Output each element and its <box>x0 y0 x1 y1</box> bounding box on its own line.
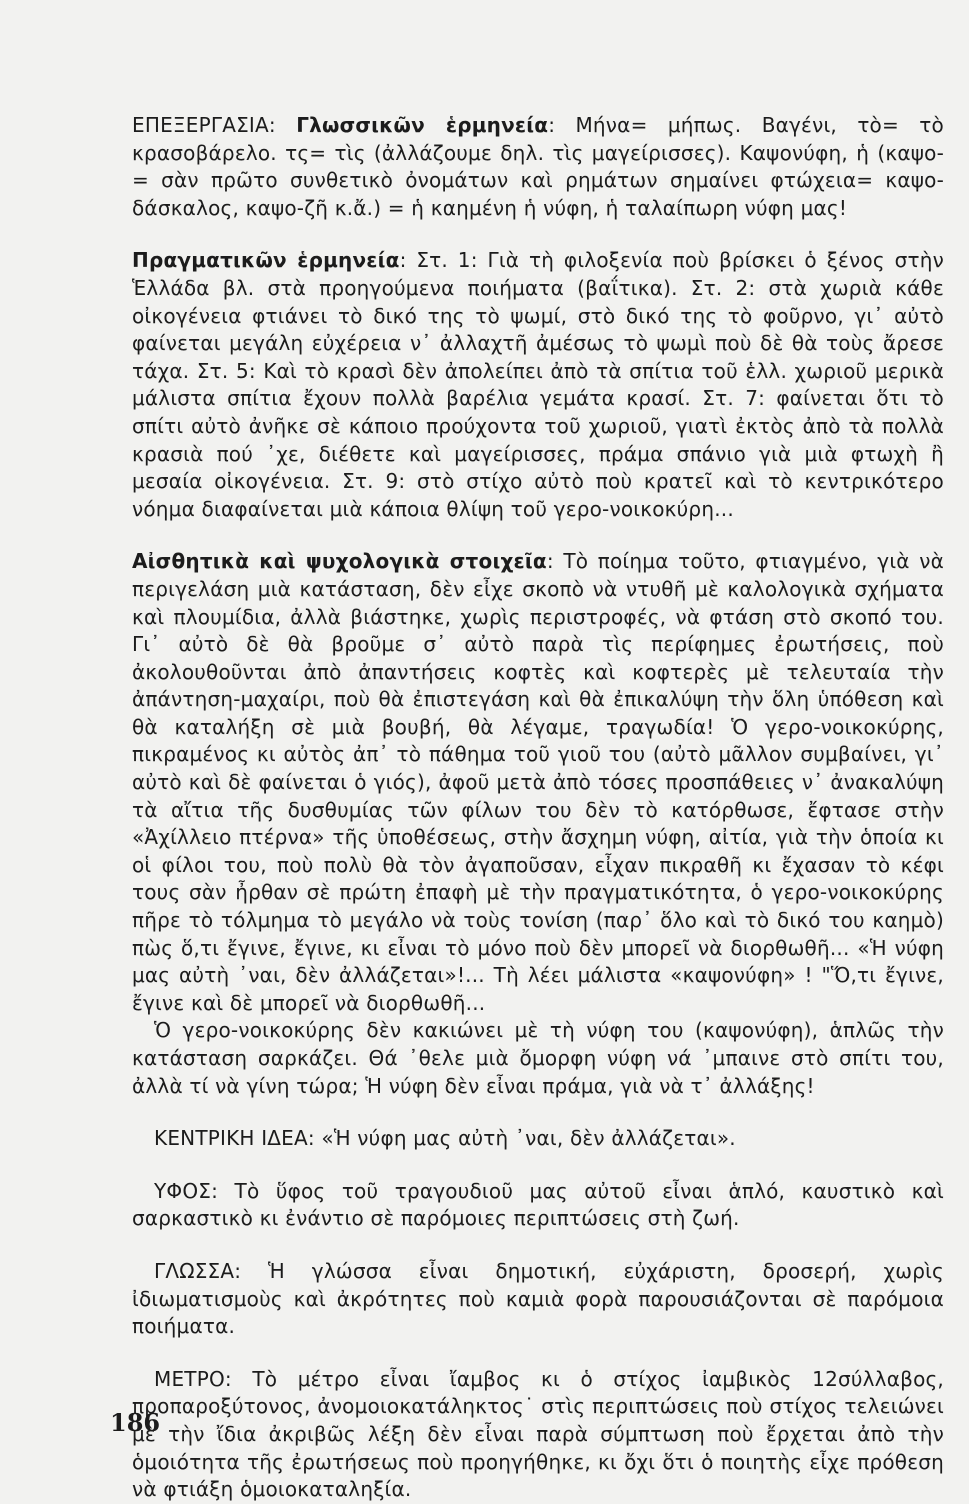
paragraph-kentriki <box>132 1125 944 1153</box>
heading-metro: ΜΕΤΡΟ <box>154 1366 225 1391</box>
paragraph-yfos <box>132 1178 944 1233</box>
text-epexergasia: : Μήνα= μήπως. Βαγένι, τὸ= τὸ κρασοβάρελο. τς= τὶς (ἀλλάζουμε δηλ. τὶς μαγείρισσες). Καψονύφη, ἡ (καψο-= σὰν πρῶτο συνθετικὸ ὀνομάτων καὶ ρημάτων σημαίνει φτώχεια= καψο-δάσκαλος, καψο-ζῆ κ.ἄ.) = ἡ καημένη ἡ νύφη, ἡ ταλαίπωρη νύφη μας! <box>132 113 944 220</box>
paragraph-metro <box>132 1366 944 1504</box>
text-aisthitika: : Τὸ ποίημα τοῦτο, φτιαγμένο, γιὰ νὰ περιγελάση μιὰ κατάσταση, δὲν εἶχε σκοπὸ νὰ ντυθῆ μὲ καλολογικὰ σχήματα καὶ πλουμίδια, ἀλλὰ βιάστηκε, χωρὶς περιστροφές, νὰ φτάση στὸ σκοπό του. Γι᾽ αὐτὸ δὲ θὰ βροῦμε σ᾽ αὐτὸ παρὰ τὶς περίφημες ἐρωτήσεις, ποὺ ἀκολουθοῦνται ἀπὸ ἀπαντήσεις κοφτὲς καὶ κοφτερὲς μὲ τελευταία τὴν ἀπάντηση-μαχαίρι, ποὺ θὰ ἐπιστεγάση καὶ θὰ ἐπικαλύψη τὴν ὅλη ὑπόθεση καὶ θὰ καταλήξη σὲ μιὰ βουβή, θὰ λέγαμε, τραγωδία! Ὁ γερο-νοικοκύρης, πικραμένος κι αὐτὸς ἀπ᾽ τὸ πάθημα τοῦ γιοῦ του (αὐτὸ μᾶλλον συμβαίνει, γι᾽ αὐτὸ καὶ δὲ φαίνεται ὁ γιός), ἀφοῦ μετὰ ἀπὸ τόσες προσπάθειες ν᾽ ἀνακαλύψη τὰ αἴτια τῆς δυσθυμίας τῶν φίλων του δὲν τὸ κατόρθωσε, ἔφτασε στὴν «Ἀχίλλειο πτέρνα» τῆς ὑποθέσεως, στὴν ἄσχημη νύφη, αἰτία, γιὰ τὴν ὁποία κι οἱ φίλοι του, ποὺ πολὺ θὰ τὸν ἀγαποῦσαν, εἶχαν πικραθῆ κι ἔχασαν τὸ κέφι τους σὰν ἦρθαν σὲ πρώτη ἐπαφὴ μὲ τὴν πραγματικότητα, ὁ γερο-νοικοκύρης πῆρε τὸ τόλμημα τὸ μεγάλο νὰ τοὺς τονίση (παρ᾽ ὅλο καὶ τὸ δικό του καημὸ) πὼς ὅ,τι ἔγινε, ἔγινε, κι εἶναι τὸ μόνο ποὺ δὲν μπορεῖ νὰ διορθωθῆ... «Ἡ νύφη μας αὐτὴ ᾽ναι, δὲν ἀλλάζεται»!... Τὴ λέει μάλιστα «καψονύφη» ! "Ὅ,τι ἔγινε, ἔγινε καὶ δὲ μπορεῖ νὰ διορθωθῆ... <box>132 549 944 1015</box>
heading-kentriki: ΚΕΝΤΡΙΚΗ ΙΔΕΑ <box>154 1126 308 1151</box>
heading-pragmatikon: Πραγματικῶν ἑρμηνεία <box>132 248 400 273</box>
text-pragmatikon: : Στ. 1: Γιὰ τὴ φιλοξενία ποὺ βρίσκει ὁ ξένος στὴν Ἑλλάδα βλ. στὰ προηγούμενα ποιήματα (βαΐτικα). Στ. 2: στὰ χωριὰ κάθε οἰκογένεια φτιάνει τὸ δικό της τὸ ψωμί, στὸ δικό της τὸ φοῦρνο, γι᾽ αὐτὸ φαίνεται μεγάλη εὐχέρεια ν᾽ ἀλλαχτῆ ἀμέσως τὸ ψωμὶ ποὺ δὲ θὰ τοὺς ἄρεσε τάχα. Στ. 5: Καὶ τὸ κρασὶ δὲν ἀπολείπει ἀπὸ τὰ σπίτια τοῦ ἑλλ. χωριοῦ μερικὰ μάλιστα σπίτια ἔχουν πολλὰ βαρέλια γεμάτα κρασί. Στ. 7: φαίνεται ὅτι τὸ σπίτι αὐτὸ ἀνῆκε σὲ κάποιο προύχοντα τοῦ χωριοῦ, γιατὶ ἐκτὸς ἀπὸ τὰ πολλὰ κρασιὰ πού ᾽χε, διέθετε καὶ μαγείρισσες, πράμα σπάνιο γιὰ μιὰ φτωχὴ ἢ μεσαία οἰκογένεια. Στ. 9: στὸ στίχο αὐτὸ ποὺ κρατεῖ καὶ τὸ κεντρικότερο νόημα διαφαίνεται μιὰ κάποια θλίψη τοῦ γερο-νοικοκύρη... <box>132 248 944 521</box>
page-number: 186 <box>110 1408 161 1437</box>
text-yfos: : Τὸ ὕφος τοῦ τραγουδιοῦ μας αὐτοῦ εἶναι ἁπλό, καυστικὸ καὶ σαρκαστικὸ κι ἐνάντιο σὲ παρόμοιες περιπτώσεις στὴ ζωή. <box>132 1178 944 1231</box>
text-kentriki: : «Ἡ νύφη μας αὐτὴ ᾽ναι, δὲν ἀλλάζεται». <box>307 1126 736 1151</box>
text-metro: : Τὸ μέτρο εἶναι ἴαμβος κι ὁ στίχος ἰαμβικὸς 12σύλλαβος, προπαροξύτονος, ἀνομοιοκατάληκτος˙ στὶς περιπτώσεις ποὺ στίχος τελειώνει μὲ τὴν ἴδια ἀκριβῶς λέξη δὲν εἶναι παρὰ σύμπτωση ποὺ ἔρχεται ἀπὸ τὴν ὁμοιότητα τῆς ἐρωτήσεως ποὺ προηγήθηκε, κι ὄχι ὅτι ὁ ποιητὴς εἶχε πρόθεση νὰ φτιάξη ὁμοιοκαταληξία. <box>132 1366 944 1502</box>
paragraph-glossa <box>132 1258 944 1341</box>
text-glossa: : Ἡ γλώσσα εἶναι δημοτική, εὐχάριστη, δροσερή, χωρὶς ἰδιωματισμοὺς καὶ ἀκρότητες ποὺ καμιὰ φορὰ παρουσιάζονται σὲ παρόμοια ποιήματα. <box>132 1258 944 1339</box>
paragraph-pragmatikon <box>132 247 944 523</box>
paragraph-aisthitika <box>132 548 944 1017</box>
heading-epexergasia: ΕΠΕΞΕΡΓΑΣΙΑ: <box>132 113 297 137</box>
heading-aisthitika: Αἰσθητικὰ καὶ ψυχολογικὰ στοιχεῖα <box>132 549 547 574</box>
paragraph-aisthitika-2: Ὁ γερο-νοικοκύρης δὲν κακιώνει μὲ τὴ νύφη του (καψονύφη), ἁπλῶς τὴν κατάσταση σαρκάζει. Θά ᾽θελε μιὰ ὄμορφη νύφη νά ᾽μπαινε στὸ σπίτι του, ἀλλὰ τί νὰ γίνη τώρα; Ἡ νύφη δὲν εἶναι πράμα, γιὰ νὰ τ᾽ ἀλλάξης! <box>132 1018 944 1098</box>
heading-yfos: ΥΦΟΣ <box>154 1178 212 1203</box>
subheading-glossikon: Γλωσσικῶν ἑρμηνεία <box>296 113 549 137</box>
paragraph-epexergasia <box>132 112 944 222</box>
heading-glossa: ΓΛΩΣΣΑ <box>154 1258 235 1283</box>
page-body <box>132 112 944 1504</box>
